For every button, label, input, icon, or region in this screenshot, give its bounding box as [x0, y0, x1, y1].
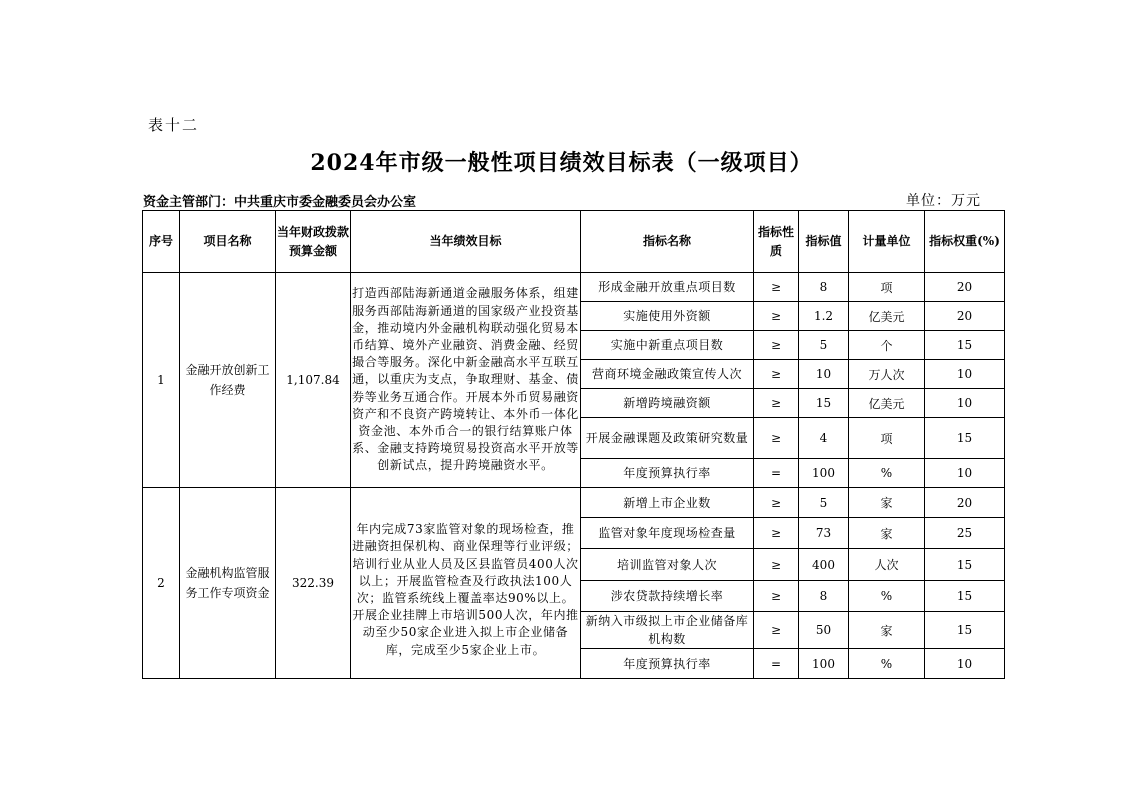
indicator-unit: 万人次 [849, 360, 925, 389]
indicator-weight: 15 [925, 418, 1005, 459]
table-number-label: 表十二 [148, 116, 200, 134]
indicator-value: 10 [799, 360, 849, 389]
indicator-value: 8 [799, 273, 849, 302]
indicator-name: 年度预算执行率 [581, 649, 754, 679]
indicator-name: 实施中新重点项目数 [581, 331, 754, 360]
indicator-unit: % [849, 459, 925, 488]
indicator-value: 4 [799, 418, 849, 459]
indicator-unit: 人次 [849, 549, 925, 581]
indicator-unit: 项 [849, 418, 925, 459]
indicator-name: 涉农贷款持续增长率 [581, 581, 754, 612]
indicator-nature: = [754, 649, 799, 679]
indicator-value: 8 [799, 581, 849, 612]
project-name: 金融开放创新工作经费 [180, 273, 276, 488]
indicator-name: 新增跨境融资额 [581, 389, 754, 418]
indicator-weight: 10 [925, 649, 1005, 679]
header-project-name: 项目名称 [180, 211, 276, 273]
performance-table [142, 210, 1005, 679]
indicator-unit: 亿美元 [849, 302, 925, 331]
indicator-weight: 10 [925, 459, 1005, 488]
project-goal: 打造西部陆海新通道金融服务体系，组建服务西部陆海新通道的国家级产业投资基金，推动境内外金融机构联动强化贸易本币结算、境外产业融资、消费金融、经贸撮合等服务。深化中新金融高水平互联互通，以重庆为支点，争取理财、基金、债券等业务互通合作。开展本外币贸易融资资产和不良资产跨境转让、本外币一体化资金池、本外币合一的银行结算账户体系、金融支持跨境贸易投资高水平开放等创新试点，提升跨境融资水平。 [351, 273, 581, 488]
indicator-unit: 个 [849, 331, 925, 360]
indicator-weight: 20 [925, 273, 1005, 302]
header-value: 指标值 [799, 211, 849, 273]
indicator-unit: % [849, 581, 925, 612]
indicator-name: 实施使用外资额 [581, 302, 754, 331]
indicator-weight: 15 [925, 581, 1005, 612]
header-indicator: 指标名称 [581, 211, 754, 273]
project-goal: 年内完成73家监管对象的现场检查，推进融资担保机构、商业保理等行业评级；培训行业从业人员及区县监管员400人次以上；开展监管检查及行政执法100人次；监管系统线上覆盖率达90%以上。开展企业挂牌上市培训500人次，年内推动至少50家企业进入拟上市企业储备库，完成至少5家企业上市。 [351, 488, 581, 679]
indicator-unit: % [849, 649, 925, 679]
indicator-nature: ≥ [754, 581, 799, 612]
project-budget: 322.39 [276, 488, 351, 679]
indicator-nature: ≥ [754, 612, 799, 649]
header-measure-unit: 计量单位 [849, 211, 925, 273]
project-seq: 2 [143, 488, 180, 679]
header-weight: 指标权重(%) [925, 211, 1005, 273]
indicator-name: 开展金融课题及政策研究数量 [581, 418, 754, 459]
indicator-value: 100 [799, 649, 849, 679]
indicator-name: 营商环境金融政策宣传人次 [581, 360, 754, 389]
indicator-unit: 家 [849, 488, 925, 518]
header-budget: 当年财政拨款预算金额 [276, 211, 351, 273]
unit-label: 单位：万元 [906, 193, 981, 209]
indicator-name: 新增上市企业数 [581, 488, 754, 518]
indicator-weight: 15 [925, 331, 1005, 360]
indicator-nature: ≥ [754, 389, 799, 418]
indicator-unit: 家 [849, 612, 925, 649]
indicator-weight: 10 [925, 389, 1005, 418]
indicator-value: 15 [799, 389, 849, 418]
indicator-weight: 10 [925, 360, 1005, 389]
indicator-unit: 亿美元 [849, 389, 925, 418]
project-budget: 1,107.84 [276, 273, 351, 488]
indicator-name: 新纳入市级拟上市企业储备库机构数 [581, 612, 754, 649]
indicator-weight: 15 [925, 549, 1005, 581]
project-name: 金融机构监管服务工作专项资金 [180, 488, 276, 679]
indicator-nature: ≥ [754, 518, 799, 549]
indicator-name: 年度预算执行率 [581, 459, 754, 488]
indicator-nature: ≥ [754, 488, 799, 518]
indicator-nature: ≥ [754, 302, 799, 331]
indicator-value: 400 [799, 549, 849, 581]
indicator-weight: 15 [925, 612, 1005, 649]
indicator-nature: ≥ [754, 273, 799, 302]
indicator-nature: ≥ [754, 418, 799, 459]
table-row [143, 488, 1005, 518]
indicator-value: 100 [799, 459, 849, 488]
department-label: 资金主管部门：中共重庆市委金融委员会办公室 [143, 195, 417, 210]
header-seq: 序号 [143, 211, 180, 273]
indicator-weight: 25 [925, 518, 1005, 549]
indicator-unit: 项 [849, 273, 925, 302]
indicator-name: 形成金融开放重点项目数 [581, 273, 754, 302]
indicator-nature: ≥ [754, 360, 799, 389]
indicator-unit: 家 [849, 518, 925, 549]
indicator-value: 1.2 [799, 302, 849, 331]
header-goal: 当年绩效目标 [351, 211, 581, 273]
indicator-name: 监管对象年度现场检查量 [581, 518, 754, 549]
table-row [143, 273, 1005, 302]
indicator-weight: 20 [925, 488, 1005, 518]
project-seq: 1 [143, 273, 180, 488]
table-header-row [143, 211, 1005, 273]
page-title: 2024年市级一般性项目绩效目标表（一级项目） [310, 150, 813, 176]
indicator-name: 培训监管对象人次 [581, 549, 754, 581]
header-nature: 指标性质 [754, 211, 799, 273]
indicator-value: 50 [799, 612, 849, 649]
indicator-nature: ≥ [754, 331, 799, 360]
indicator-nature: ≥ [754, 549, 799, 581]
indicator-nature: = [754, 459, 799, 488]
indicator-value: 73 [799, 518, 849, 549]
indicator-value: 5 [799, 488, 849, 518]
indicator-value: 5 [799, 331, 849, 360]
indicator-weight: 20 [925, 302, 1005, 331]
